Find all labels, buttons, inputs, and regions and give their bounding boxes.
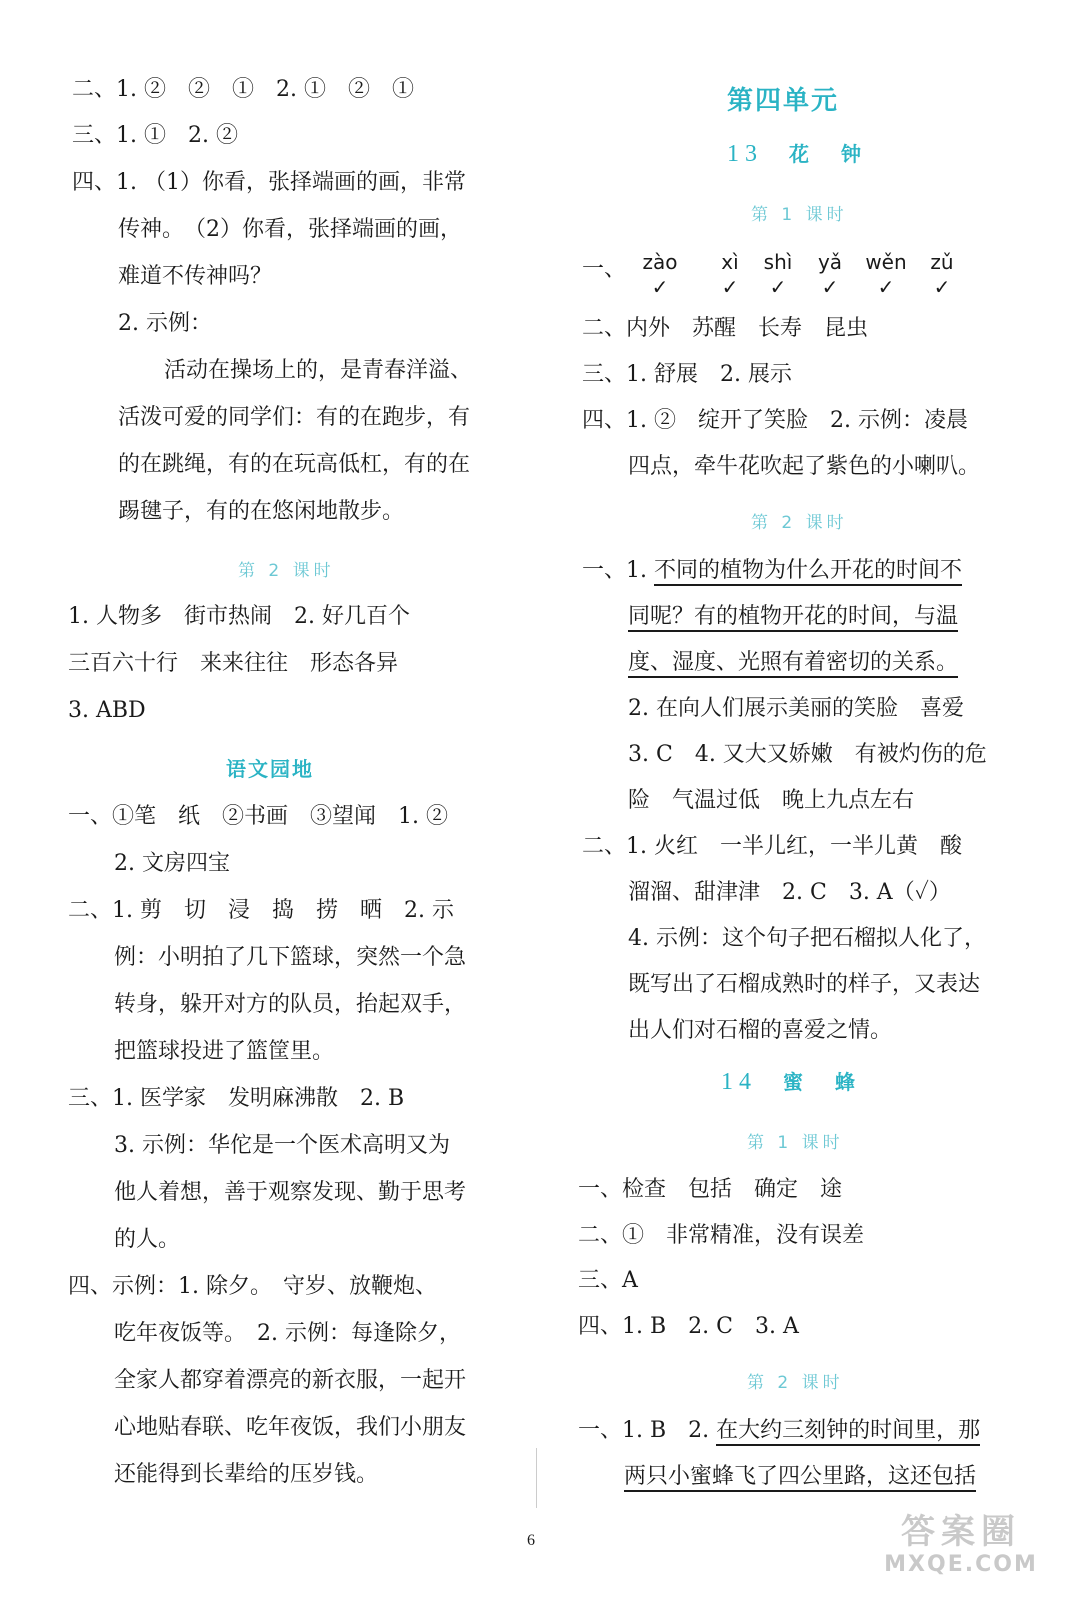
pinyin-item: zào ✓ [630, 250, 690, 298]
watermark-url: MXQE.COM [884, 1552, 1038, 1577]
answer-line: 三、1. 医学家 发明麻沸散 2. B [68, 1086, 405, 1111]
answer-line: 四点，牵牛花吹起了紫色的小喇叭。 [628, 454, 981, 479]
answer-line: 三、1. 舒展 2. 展示 [582, 362, 792, 387]
answer-line: 全家人都穿着漂亮的新衣服，一起开 [114, 1368, 467, 1393]
answer-line: 四、示例：1. 除夕。 守岁、放鞭炮、 [68, 1274, 437, 1299]
column-divider [536, 1448, 537, 1508]
pinyin-item: zǔ ✓ [912, 250, 972, 298]
answer-line: 四、1. B 2. C 3. A [578, 1314, 799, 1339]
session-heading: 第 2 课时 [751, 513, 848, 533]
answer-line: 一、①笔 纸 ②书画 ③望闻 1. ② [68, 804, 448, 829]
lesson-heading [721, 1066, 861, 1096]
answer-line: 3. 示例：华佗是一个医术高明又为 [114, 1133, 450, 1158]
session-heading: 第 1 课时 [747, 1133, 844, 1153]
answer-line: 的人。 [114, 1227, 181, 1252]
answer-line: 三、1. ① 2. ② [72, 123, 238, 148]
answer-line: 活动在操场上的，是青春洋溢、 [164, 358, 473, 383]
underlined-answer: 度、湿度、光照有着密切的关系。 [628, 650, 958, 678]
pinyin-item: xì ✓ [700, 250, 760, 298]
answer-line: 三、A [578, 1268, 638, 1293]
underlined-answer: 不同的植物为什么开花的时间不 [654, 558, 962, 586]
answer-line: 二、1. 剪 切 浸 捣 捞 晒 2. 示 [68, 898, 454, 923]
lesson-number: 13 [727, 141, 763, 167]
session-heading: 第 2 课时 [747, 1373, 844, 1393]
check-mark-icon: ✓ [769, 275, 787, 299]
pinyin-item: shì ✓ [748, 250, 808, 298]
answer-line: 一、 [582, 257, 627, 282]
answer-line: 传神。 （2）你看，张择端画的画， [118, 217, 462, 242]
answer-line [628, 648, 958, 678]
answer-line: 一、1. B 2. 在大约三刻钟的时间里，那 [578, 1416, 980, 1446]
answer-line: 难道不传神吗？ [118, 264, 273, 289]
watermark-text: 答案圈 [901, 1512, 1021, 1552]
lesson-title: 花 钟 [789, 142, 867, 166]
answer-line: 他人着想，善于观察发现、勤于思考 [114, 1180, 467, 1205]
answer-line: 二、① 非常精准，没有误差 [578, 1223, 865, 1248]
answer-line: 的在跳绳，有的在玩高低杠，有的在 [118, 452, 471, 477]
answer-line: 例：小明拍了几下篮球，突然一个急 [114, 945, 467, 970]
answer-line: 2. 在向人们展示美丽的笑脸 喜爱 [628, 696, 964, 721]
session-heading: 第 2 课时 [238, 561, 335, 581]
answer-line: 转身，躲开对方的队员，抬起双手， [114, 992, 467, 1017]
answer-line: 还能得到长辈给的压岁钱。 [114, 1462, 379, 1487]
unit-title: 第四单元 [727, 86, 840, 116]
answer-line: 四、1. （1）你看，张择端画的画，非常 [72, 170, 466, 195]
answer-line: 一、1. 不同的植物为什么开花的时间不 [582, 556, 962, 586]
answer-line: 1. 人物多 街市热闹 2. 好几百个 [68, 604, 410, 629]
pinyin-item: yǎ ✓ [800, 250, 860, 298]
answer-line [624, 1462, 976, 1492]
answer-line: 三百六十行 来来往往 形态各异 [68, 651, 399, 676]
answer-line: 溜溜、甜津津 2. C 3. A（✓） [628, 880, 951, 905]
answer-line: 四、1. ② 绽开了笑脸 2. 示例：凌晨 [582, 408, 968, 433]
answer-line: 2. 文房四宝 [114, 851, 230, 876]
lesson-heading [727, 138, 867, 168]
answer-line: 3. C 4. 又大又娇嫩 有被灼伤的危 [628, 742, 987, 767]
answer-line: 2. 示例： [118, 311, 212, 336]
answer-line: 一、检查 包括 确定 途 [578, 1177, 843, 1202]
section-heading-yuwen-yuandi: 语文园地 [226, 757, 314, 781]
check-mark-icon: ✓ [933, 275, 951, 299]
answer-line: 险 气温过低 晚上九点左右 [628, 788, 915, 813]
answer-line: 把篮球投进了篮筐里。 [114, 1039, 335, 1064]
answer-line: 二、内外 苏醒 长寿 昆虫 [582, 316, 869, 341]
underlined-answer: 在大约三刻钟的时间里，那 [716, 1418, 980, 1446]
answer-line: 心地贴春联、吃年夜饭，我们小朋友 [114, 1415, 467, 1440]
lesson-number: 14 [721, 1069, 757, 1095]
page-number: 6 [527, 1532, 535, 1549]
answer-line: 二、1. ② ② ① 2. ① ② ① [72, 77, 414, 102]
check-mark-icon: ✓ [651, 275, 669, 299]
pinyin-item: wěn ✓ [856, 250, 916, 298]
answer-line: 踢毽子，有的在悠闲地散步。 [118, 499, 405, 524]
session-heading: 第 1 课时 [751, 205, 848, 225]
answer-line: 3. ABD [68, 698, 146, 723]
watermark-logo [866, 1512, 1056, 1592]
underlined-answer: 同呢？有的植物开花的时间，与温 [628, 604, 958, 632]
check-mark-icon: ✓ [877, 275, 895, 299]
lesson-title: 蜜 蜂 [783, 1070, 861, 1094]
answer-line: 出人们对石榴的喜爱之情。 [628, 1018, 893, 1043]
check-mark-icon: ✓ [721, 275, 739, 299]
answer-line: 4. 示例：这个句子把石榴拟人化了， [628, 926, 986, 951]
answer-line: 活泼可爱的同学们：有的在跑步，有 [118, 405, 471, 430]
answer-line [628, 602, 958, 632]
check-mark-icon: ✓ [821, 275, 839, 299]
underlined-answer: 两只小蜜蜂飞了四公里路，这还包括 [624, 1464, 976, 1492]
answer-line: 二、1. 火红 一半儿红，一半儿黄 酸 [582, 834, 962, 859]
answer-line: 吃年夜饭等。 2. 示例：每逢除夕， [114, 1321, 461, 1346]
answer-line: 既写出了石榴成熟时的样子，又表达 [628, 972, 981, 997]
